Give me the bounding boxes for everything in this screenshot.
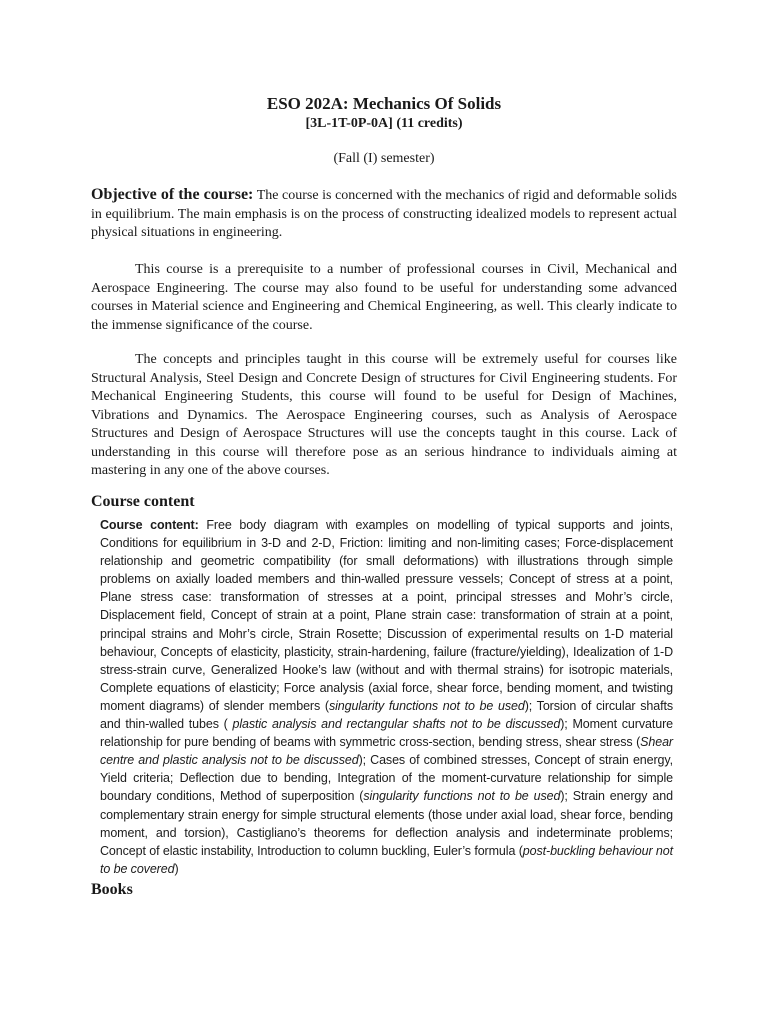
credits-line: [3L-1T-0P-0A] (11 credits) <box>305 116 463 131</box>
objective-label: Objective of the course: <box>91 186 254 203</box>
semester-line: (Fall (I) semester) <box>333 151 435 166</box>
content-text: ); Cases of combined stresses, Concept of strain energy, Yield criteria; Deflection due to bending, Integration of the moment-curvature relationship for simple boundary conditions, Method of superposition ( <box>100 753 674 804</box>
course-content-heading: Course content <box>91 493 195 510</box>
content-note: post-buckling behaviour not to be covered <box>100 843 673 876</box>
content-text: ) <box>174 861 179 876</box>
content-note: singularity functions not to be used <box>363 789 561 804</box>
content-text: ); Moment curvature relationship for pure bending of beams with symmetric cross-section, bending stress, shear stress ( <box>100 717 673 750</box>
books-heading: Books <box>91 881 133 898</box>
objective-text: The course is concerned with the mechanics of rigid and deformable solids in equilibrium. The main emphasis is on the process of constructing idealized models to represent actual physical situations in engineering. <box>91 188 677 240</box>
content-note: singularity functions not to be used <box>328 698 525 713</box>
content-note: Shear centre and plastic analysis not to be discussed <box>100 735 673 768</box>
content-text: ); Strain energy and complementary strain energy for simple structural elements (those under axial load, shear force, bending moment, and torsion), Castigliano’s theorems for deflection analysis and indeterminate problems; Concept of elastic instability, Introduction to column buckling, Euler’s formula ( <box>100 789 673 858</box>
course-content-body <box>100 516 673 878</box>
concepts-paragraph: The concepts and principles taught in this course will be extremely useful for courses like Structural Analysis, Steel Design and Concrete Design of structures for Civil Engineering students. For Mechanical Engineering Students, this course will found to be useful for Design of Machines, Vibrations and Dynamics. The Aerospace Engineering courses, such as Analysis of Aerospace Structures and Design of Aerospace Structures will use the concepts taught in this course. Lack of understanding in this course will therefore pose as an serious hindrance to individuals aiming at mastering in any one of the above courses. <box>91 352 677 478</box>
course-content-lead: Course content: <box>100 518 199 532</box>
content-text: Free body diagram with examples on modelling of typical supports and joints, Conditions for equilibrium in 3-D and 2-D, Friction: limiting and non-limiting cases; Force-displacement relationship and geometric compatibility (for small deformations) with illustrations through simple problems on axially loaded members and thin-walled pressure vessels; Concept of stress at a point, Plane stress case: transformation of stresses at a point, principal stresses and Mohr’s circle, Displacement field, Concept of strain at a point, Plane strain case: transformation of strain at a point, principal strains and Mohr’s circle, Strain Rosette; Discussion of experimental results on 1-D material behaviour, Concepts of elasticity, plasticity, strain-hardening, failure (fracture/yielding), Idealization of 1-D stress-strain curve, Generalized Hooke’s law (without and with thermal strains) for isotropic materials, Complete equations of elasticity; Force analysis (axial force, shear force, bending moment, and twisting moment diagrams) of slender members ( <box>100 518 673 713</box>
content-text: ); Torsion of circular shafts and thin-walled tubes ( <box>100 698 673 732</box>
page-title: ESO 202A: Mechanics Of Solids <box>266 94 502 113</box>
objective-paragraph <box>91 186 677 243</box>
prerequisite-paragraph: This course is a prerequisite to a number of professional courses in Civil, Mechanical and Aerospace Engineering. The course may also found to be useful for understanding some advanced courses in Material science and Engineering and Chemical Engineering, as well. This clearly indicate to the immense significance of the course. <box>91 262 677 333</box>
content-note: plastic analysis and rectangular shafts not to be discussed <box>232 717 561 732</box>
